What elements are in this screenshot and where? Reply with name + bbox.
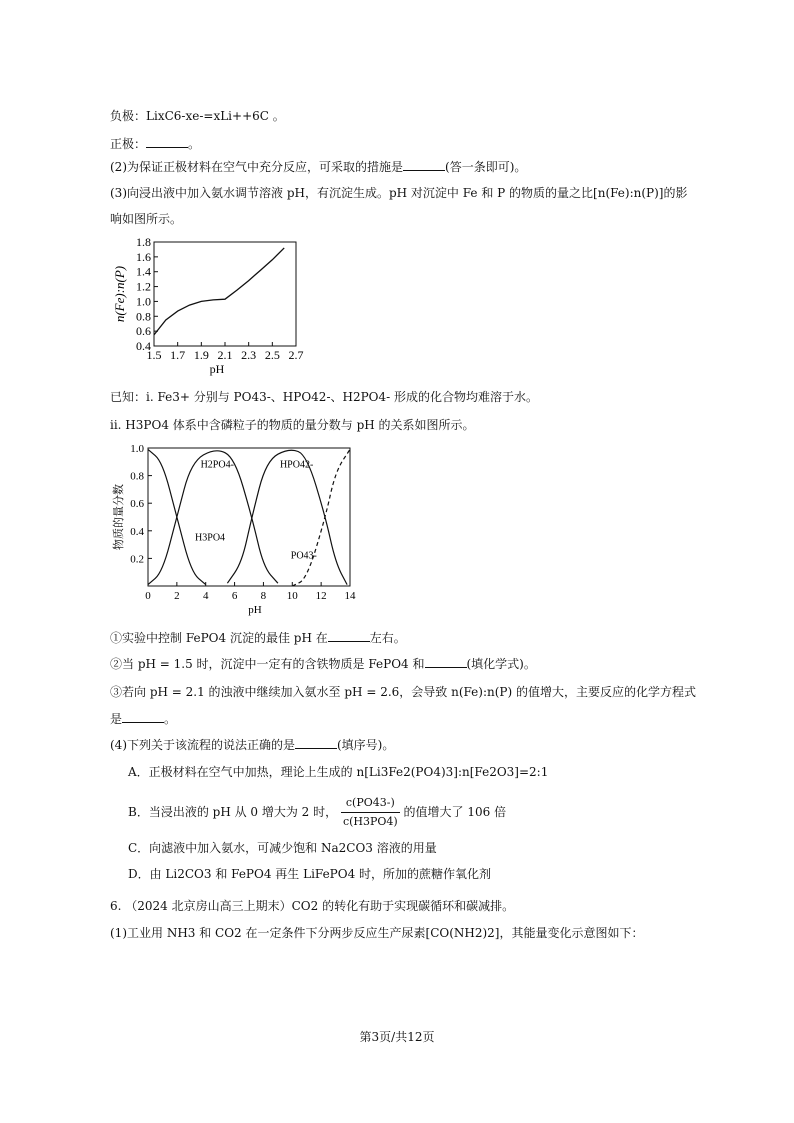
plot-frame <box>148 448 350 586</box>
anode-line <box>110 108 285 124</box>
y-tick-label: 0.4 <box>136 339 151 353</box>
y-axis-label: n(Fe):n(P) <box>112 265 127 323</box>
question-3-cont: 响如图所示。 <box>110 212 183 226</box>
y-tick-label: 1.0 <box>136 294 151 309</box>
sub-question-3-cont <box>110 711 176 727</box>
x-tick-label: 2.5 <box>264 348 280 362</box>
s2-text: ②当 pH = 1.5 时，沉淀中一定有的含铁物质是 FePO4 和 <box>110 657 425 671</box>
x-tick-label: 1.5 <box>146 348 162 362</box>
question-6: 6. （2024 北京房山高三上期末）CO2 的转化有助于实现碳循环和碳减排。 <box>110 899 515 913</box>
q4-text: (4)下列关于该流程的说法正确的是 <box>110 738 295 752</box>
species-label: H2PO4- <box>200 459 234 471</box>
answer-blank[interactable] <box>328 630 370 642</box>
option-b[interactable] <box>128 794 506 831</box>
question-6-1: (1)工业用 NH3 和 CO2 在一定条件下分两步反应生产尿素[CO(NH2)2]，其能量变化示意图如下： <box>110 926 644 940</box>
y-tick-label: 0.6 <box>130 498 144 511</box>
answer-blank[interactable] <box>122 711 164 723</box>
page-footer: 第3页/共12页 <box>359 1030 435 1044</box>
x-tick-label: 2.7 <box>288 348 304 362</box>
s3-text: 是 <box>110 712 123 726</box>
x-tick-label: 4 <box>202 590 209 602</box>
species-label: PO43- <box>290 550 317 562</box>
series-1 <box>148 451 278 585</box>
y-axis-label: 物质的量分数 <box>112 484 125 550</box>
x-axis-label: pH <box>209 362 225 376</box>
s1-text: ①实验中控制 FePO4 沉淀的最佳 pH 在 <box>110 631 328 645</box>
known-ii: ii. H3PO4 体系中含磷粒子的物质的量分数与 pH 的关系如图所示。 <box>110 418 475 432</box>
anode-label: 负极： <box>110 109 147 123</box>
sub-question-3: ③若向 pH = 2.1 的浊液中继续加入氨水至 pH = 2.6，会导致 n(Fe):n(P) 的值增大，主要反应的化学方程式 <box>110 685 696 699</box>
cathode-label: 正极： <box>110 137 147 151</box>
y-tick-label: 0.2 <box>130 553 144 566</box>
y-tick-label: 1.2 <box>136 279 151 294</box>
y-tick-label: 1.0 <box>130 443 144 455</box>
series-2 <box>227 450 347 584</box>
answer-blank[interactable] <box>295 737 337 749</box>
fraction-denominator: c(H3PO4) <box>342 815 398 828</box>
x-tick-label: 2.3 <box>241 348 257 362</box>
option-b-fraction <box>341 794 400 831</box>
y-tick-label: 0.8 <box>136 309 151 324</box>
y-tick-label: 1.8 <box>136 236 151 249</box>
y-tick-label: 0.8 <box>130 470 144 483</box>
q2-text: (2)为保证正极材料在空气中充分反应，可采取的措施是 <box>110 160 404 174</box>
y-tick-label: 1.4 <box>136 264 151 279</box>
fraction-numerator: c(PO43-) <box>341 794 400 813</box>
s3-end: 。 <box>164 712 177 726</box>
x-tick-label: 8 <box>260 590 267 602</box>
x-tick-label: 1.9 <box>193 348 209 362</box>
x-tick-label: 2.1 <box>217 348 233 362</box>
answer-blank[interactable] <box>403 159 445 171</box>
option-b-end: 的值增大了 106 倍 <box>403 805 507 819</box>
species-label: HPO42- <box>279 459 314 471</box>
y-tick-label: 0.4 <box>130 525 144 538</box>
q3-text: (3)向浸出液中加入氨水调节溶液 pH，有沉淀生成。pH 对沉淀中 Fe 和 P 的物质的量之比 <box>110 186 594 200</box>
option-b-text: B．当浸出液的 pH 从 0 增大为 2 时， <box>128 805 338 819</box>
x-tick-label: 1.7 <box>170 348 186 362</box>
q2-end: (答一条即可)。 <box>445 160 527 174</box>
sub-question-1 <box>110 630 406 646</box>
q3-ratio: [n(Fe):n(P)] <box>593 186 664 200</box>
q3-end: 的影 <box>663 186 688 200</box>
known-i: 已知：i. Fe3+ 分别与 PO43-、HPO42-、H2PO4- 形成的化合物均难溶于水。 <box>110 390 539 404</box>
x-tick-label: 6 <box>231 590 238 602</box>
s1-end: 左右。 <box>369 631 406 645</box>
species-label: H3PO4 <box>195 532 226 544</box>
x-tick-label: 14 <box>344 590 356 602</box>
option-d[interactable]: D．由 Li2CO3 和 FePO4 再生 LiFePO4 时，所加的蔗糖作氧化剂 <box>128 867 492 881</box>
question-4 <box>110 737 394 753</box>
option-a[interactable]: A．正极材料在空气中加热，理论上生成的 n[Li3Fe2(PO4)3]:n[Fe2O3]=2:1 <box>128 765 549 779</box>
series-line <box>154 248 284 335</box>
x-axis-label: pH <box>248 604 262 616</box>
x-tick-label: 2 <box>174 590 180 602</box>
phosphate-fraction-chart <box>108 440 360 620</box>
x-tick-label: 10 <box>286 590 298 602</box>
question-3 <box>110 185 687 201</box>
s2-end: (填化学式)。 <box>466 657 536 671</box>
y-tick-label: 0.6 <box>136 324 151 339</box>
answer-blank[interactable] <box>425 656 467 668</box>
answer-blank[interactable] <box>146 136 188 148</box>
x-tick-label: 12 <box>315 590 327 602</box>
q4-end: (填序号)。 <box>337 738 395 752</box>
y-tick-label: 1.6 <box>136 249 151 264</box>
question-2 <box>110 159 526 175</box>
x-tick-label: 0 <box>145 590 151 602</box>
anode-equation: LixC6-xe-=xLi++6C 。 <box>146 109 285 123</box>
ratio-vs-ph-chart <box>110 236 310 378</box>
cathode-line: 正极： 。 <box>110 137 201 151</box>
option-c[interactable]: C．向滤液中加入氨水，可减少饱和 Na2CO3 溶液的用量 <box>128 841 437 855</box>
sub-question-2 <box>110 656 536 672</box>
